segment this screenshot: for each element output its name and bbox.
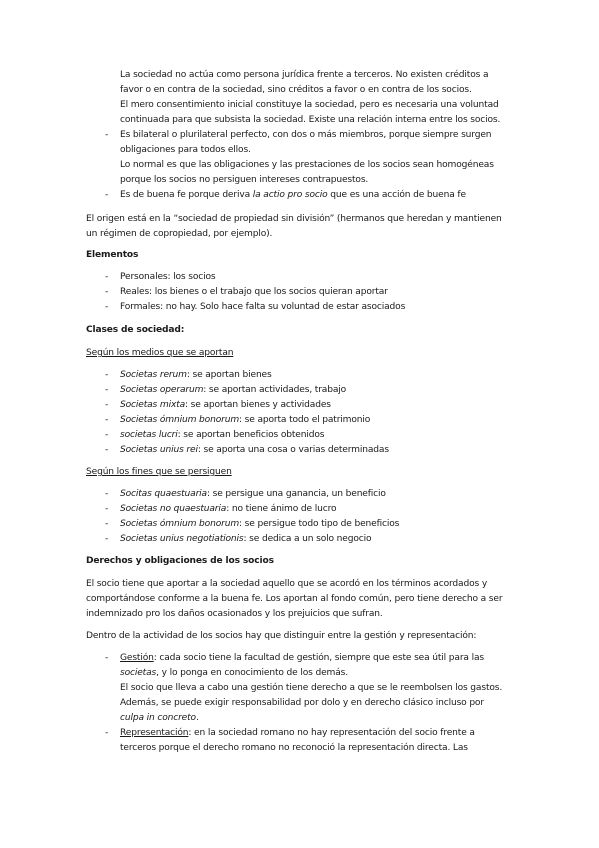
representacion-line-2: terceros porque el derecho romano no reconoció la representación directa. Las (120, 743, 468, 753)
gestion-line-5: culpa in concreto. (120, 713, 199, 723)
origen-line-2: un régimen de copropiedad, por ejemplo). (86, 229, 273, 239)
representacion-line-1: Representación: en la sociedad romano no hay representación del socio frente a (120, 728, 475, 738)
clases-heading: Clases de sociedad: (86, 325, 185, 335)
elementos-item-3: Formales: no hay. Solo hace falta su voluntad de estar asociados (120, 302, 406, 312)
elementos-item-2: Reales: los bienes o el trabajo que los socios quieran aportar (120, 287, 388, 297)
bullet-dash: - (105, 653, 109, 663)
intro-line-2: favor o en contra de la sociedad, sino créditos a favor o en contra de los socios. (120, 85, 472, 95)
origen-line-1: El origen está en la “sociedad de propiedad sin división” (hermanos que heredan y mantienen (86, 214, 502, 224)
intro-line-4: continuada para que subsista la sociedad. Existe una relación interna entre los socios. (120, 115, 501, 125)
intro-line-1: La sociedad no actúa como persona jurídica frente a terceros. No existen créditos a (120, 70, 489, 80)
bullet-dash: - (105, 190, 109, 200)
buena-fe-line: Es de buena fe porque deriva la actio pro socio que es una acción de buena fe (120, 190, 466, 200)
bullet-dash: - (105, 302, 109, 312)
medios-item-3: Societas mixta: se aportan bienes y actividades (120, 400, 331, 410)
fines-subheading: Según los fines que se persiguen (86, 467, 232, 477)
gestion-line-4: Además, se puede exigir responsabilidad por dolo y en derecho clásico incluso por (120, 698, 484, 708)
elementos-heading: Elementos (86, 250, 139, 260)
gestion-line-3: El socio que lleva a cabo una gestión tiene derecho a que se le reembolsen los gastos. (120, 683, 503, 693)
bullet-dash: - (105, 534, 109, 544)
bilateral-line-4: porque los socios no persiguen intereses contrapuestos. (120, 175, 369, 185)
medios-item-1: Societas rerum: se aportan bienes (120, 370, 272, 380)
bilateral-line-2: obligaciones para todos ellos. (120, 145, 251, 155)
medios-item-4: Societas ómnium bonorum: se aporta todo el patrimonio (120, 415, 371, 425)
bullet-dash: - (105, 445, 109, 455)
bullet-dash: - (105, 400, 109, 410)
bullet-dash: - (105, 430, 109, 440)
fines-item-3: Societas ómnium bonorum: se persigue todo tipo de beneficios (120, 519, 400, 529)
gestion-line-2: societas, y lo ponga en conocimiento de los demás. (120, 668, 349, 678)
bullet-dash: - (105, 415, 109, 425)
fines-item-2: Societas no quaestuaria: no tiene ánimo de lucro (120, 504, 337, 514)
bullet-dash: - (105, 130, 109, 140)
fines-item-4: Societas unius negotiationis: se dedica a un solo negocio (120, 534, 372, 544)
derechos-heading: Derechos y obligaciones de los socios (86, 556, 274, 566)
derechos-p2: Dentro de la actividad de los socios hay que distinguir entre la gestión y representación: (86, 631, 477, 641)
bilateral-line-1: Es bilateral o plurilateral perfecto, con dos o más miembros, porque siempre surgen (120, 130, 492, 140)
intro-line-3: El mero consentimiento inicial constituye la sociedad, pero es necesaria una voluntad (120, 100, 499, 110)
medios-item-2: Societas operarum: se aportan actividades, trabajo (120, 385, 347, 395)
bullet-dash: - (105, 519, 109, 529)
bullet-dash: - (105, 385, 109, 395)
elementos-item-1: Personales: los socios (120, 272, 216, 282)
fines-item-1: Socitas quaestuaria: se persigue una ganancia, un beneficio (120, 489, 386, 499)
derechos-p1-line-1: El socio tiene que aportar a la sociedad aquello que se acordó en los términos acordados y (86, 579, 488, 589)
medios-subheading: Según los medios que se aportan (86, 348, 234, 358)
bullet-dash: - (105, 272, 109, 282)
bullet-dash: - (105, 370, 109, 380)
bullet-dash: - (105, 489, 109, 499)
bilateral-line-3: Lo normal es que las obligaciones y las prestaciones de los socios sean homogéneas (120, 160, 494, 170)
bullet-dash: - (105, 728, 109, 738)
gestion-line-1: Gestión: cada socio tiene la facultad de gestión, siempre que este sea útil para las (120, 653, 484, 663)
medios-item-5: societas lucri: se aportan beneficios obtenidos (120, 430, 325, 440)
bullet-dash: - (105, 287, 109, 297)
derechos-p1-line-2: comportándose conforme a la buena fe. Los aportan al fondo común, pero tiene derecho a ser (86, 594, 503, 604)
derechos-p1-line-3: indemnizado pro los daños ocasionados y los prejuicios que sufran. (86, 609, 383, 619)
medios-item-6: Societas unius rei: se aporta una cosa o varias determinadas (120, 445, 389, 455)
bullet-dash: - (105, 504, 109, 514)
